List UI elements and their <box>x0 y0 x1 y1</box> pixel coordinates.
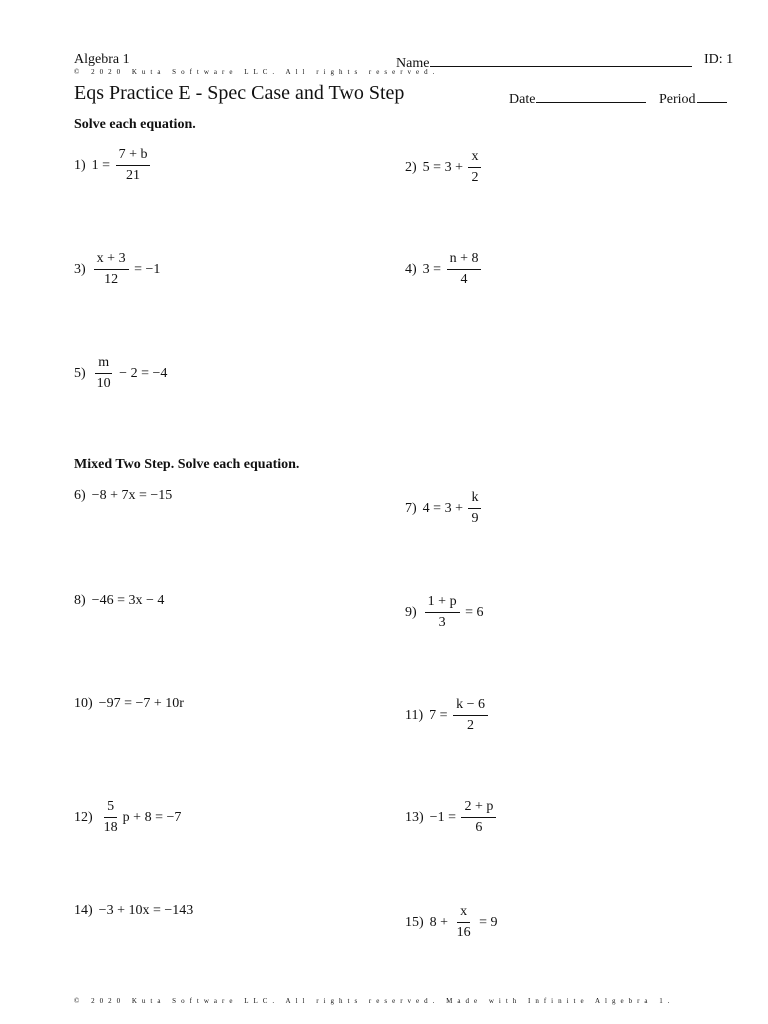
equation-right: − 2 = −4 <box>115 365 168 381</box>
fraction-denominator: 3 <box>438 615 446 630</box>
problem-number: 8) <box>74 593 86 608</box>
worksheet-id: ID: 1 <box>704 52 734 67</box>
equation-right: = −1 <box>130 261 161 277</box>
problem-number: 4) <box>405 261 417 277</box>
equation-right: = 6 <box>461 604 484 620</box>
fraction-numerator: k − 6 <box>453 697 488 716</box>
name-label: Name <box>396 56 430 71</box>
problem-number: 1) <box>74 157 86 173</box>
problem-number: 11) <box>405 707 424 723</box>
problem-3 <box>74 251 160 288</box>
date-label: Date <box>509 92 536 107</box>
header-copyright: © 2020 Kuta Software LLC. All rights reserved. <box>74 68 440 76</box>
equation-text: −3 + 10x = −143 <box>98 903 194 918</box>
date-blank[interactable] <box>536 88 646 103</box>
fraction <box>101 799 121 836</box>
equation-text: −46 = 3x − 4 <box>91 593 165 608</box>
problem-13 <box>405 799 498 836</box>
fraction <box>453 697 488 734</box>
fraction <box>116 147 151 184</box>
fraction-numerator: x <box>468 149 481 168</box>
equation-right: = 9 <box>475 914 498 930</box>
problem-11 <box>405 697 490 734</box>
problem-5 <box>74 355 167 392</box>
equation-left: 5 = 3 + <box>422 159 467 175</box>
fraction-denominator: 12 <box>104 272 119 287</box>
fraction-denominator: 21 <box>126 168 141 183</box>
fraction-denominator: 6 <box>475 820 483 835</box>
worksheet-title: Eqs Practice E - Spec Case and Two Step <box>74 82 405 104</box>
problem-number: 12) <box>74 809 93 825</box>
fraction <box>94 251 129 288</box>
section-instruction: Solve each equation. <box>74 117 196 132</box>
problem-14 <box>74 903 193 919</box>
course-name: Algebra 1 <box>74 52 130 67</box>
fraction <box>447 251 482 288</box>
problem-1 <box>74 147 152 184</box>
fraction-numerator: 2 + p <box>461 799 496 818</box>
problem-2 <box>405 149 483 186</box>
fraction <box>468 149 481 186</box>
fraction-denominator: 2 <box>471 170 479 185</box>
fraction-denominator: 18 <box>103 820 118 835</box>
problem-10 <box>74 696 184 712</box>
fraction-numerator: n + 8 <box>447 251 482 270</box>
problem-7 <box>405 490 483 527</box>
equation-text: −8 + 7x = −15 <box>91 488 173 503</box>
period-blank[interactable] <box>697 88 727 103</box>
fraction-numerator: 1 + p <box>425 594 460 613</box>
name-field[interactable] <box>396 52 692 72</box>
problem-number: 10) <box>74 696 93 711</box>
date-field[interactable] <box>509 88 646 108</box>
problem-number: 15) <box>405 914 424 930</box>
problem-number: 7) <box>405 500 417 516</box>
fraction <box>94 355 114 392</box>
problem-9 <box>405 594 483 631</box>
fraction-denominator: 16 <box>456 925 471 940</box>
problem-6 <box>74 488 172 504</box>
fraction-denominator: 4 <box>460 272 468 287</box>
fraction <box>425 594 460 631</box>
equation-left: 7 = <box>429 707 452 723</box>
equation-left: 4 = 3 + <box>422 500 467 516</box>
equation-text: −97 = −7 + 10r <box>98 696 184 711</box>
equation-left: 8 + <box>429 914 452 930</box>
fraction <box>461 799 496 836</box>
fraction-denominator: 2 <box>467 718 475 733</box>
equation-left: 3 = <box>422 261 445 277</box>
fraction-denominator: 10 <box>96 376 111 391</box>
period-field[interactable] <box>659 88 727 108</box>
equation-left: 1 = <box>91 157 114 173</box>
problem-8 <box>74 593 164 609</box>
period-label: Period <box>659 92 696 107</box>
fraction-numerator: 7 + b <box>116 147 151 166</box>
problem-4 <box>405 251 483 288</box>
fraction-numerator: x + 3 <box>94 251 129 270</box>
problem-number: 9) <box>405 604 417 620</box>
fraction-numerator: 5 <box>104 799 117 818</box>
name-blank[interactable] <box>430 52 692 67</box>
problem-number: 14) <box>74 903 93 918</box>
fraction <box>468 490 481 527</box>
problem-number: 2) <box>405 159 417 175</box>
problem-number: 3) <box>74 261 86 277</box>
problem-number: 5) <box>74 365 86 381</box>
fraction-numerator: m <box>95 355 112 374</box>
fraction-denominator: 9 <box>471 511 479 526</box>
problem-number: 6) <box>74 488 86 503</box>
footer-copyright: © 2020 Kuta Software LLC. All rights reserved. Made with Infinite Algebra 1. <box>74 997 675 1005</box>
problem-12 <box>74 799 181 836</box>
fraction-numerator: k <box>468 490 481 509</box>
fraction-numerator: x <box>457 904 470 923</box>
problem-number: 13) <box>405 809 424 825</box>
fraction <box>454 904 474 941</box>
section-instruction: Mixed Two Step. Solve each equation. <box>74 457 300 472</box>
equation-right: p + 8 = −7 <box>122 809 182 825</box>
problem-15 <box>405 904 497 941</box>
equation-left: −1 = <box>429 809 460 825</box>
